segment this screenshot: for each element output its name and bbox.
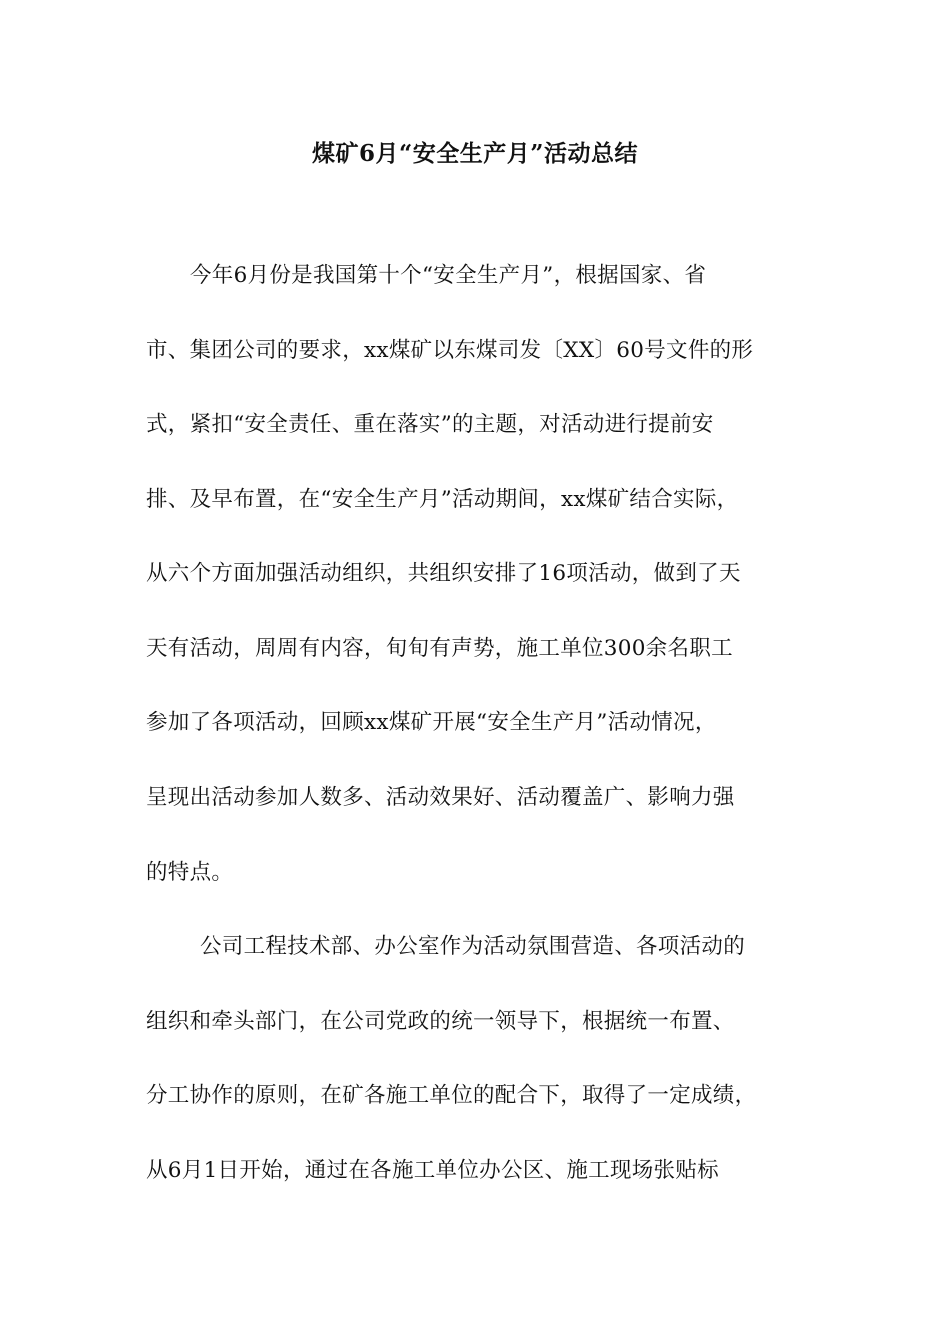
paragraph-line: 市、集团公司的要求，xx煤矿以东煤司发〔XX〕60号文件的形 [146,338,754,363]
paragraph-line: 分工协作的原则，在矿各施工单位的配合下，取得了一定成绩， [146,1083,757,1108]
paragraph-line: 的特点。 [146,860,234,885]
paragraph-line: 组织和牵头部门，在公司党政的统一领导下，根据统一布置、 [146,1009,735,1034]
paragraph-line: 参加了各项活动，回顾xx煤矿开展“安全生产月”活动情况， [146,710,717,735]
paragraph-line: 今年6月份是我国第十个“安全生产月”，根据国家、省 [190,263,707,288]
paragraph-line: 天有活动，周周有内容，旬旬有声势，施工单位300余名职工 [146,636,733,661]
paragraph-line: 排、及早布置，在“安全生产月”活动期间，xx煤矿结合实际， [146,487,739,512]
paragraph-line: 呈现出活动参加人数多、活动效果好、活动覆盖广、影响力强 [146,785,735,810]
paragraph-line: 式，紧扣“安全责任、重在落实”的主题，对活动进行提前安 [146,412,714,437]
document-title: 煤矿6月“安全生产月”活动总结 [312,140,638,167]
paragraph-line: 公司工程技术部、办公室作为活动氛围营造、各项活动的 [200,934,746,959]
paragraph-line: 从六个方面加强活动组织，共组织安排了16项活动，做到了天 [146,561,741,586]
paragraph-line: 从6月1日开始，通过在各施工单位办公区、施工现场张贴标 [146,1158,719,1183]
